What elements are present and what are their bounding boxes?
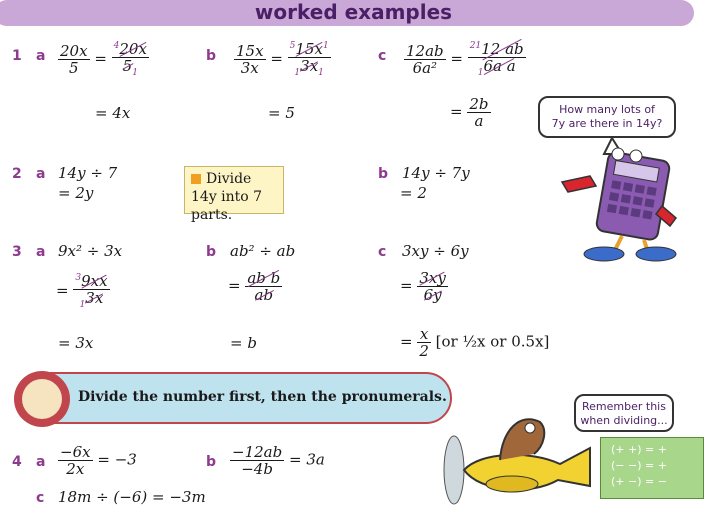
q3a-expression: 9x² ÷ 3x [58,242,123,260]
page-title: worked examples [254,0,453,24]
q3b-expression: ab² ÷ ab [230,242,296,260]
q3a-step: = $\frac{^39xx}{_13x}$ [56,272,108,310]
hint-box: Divide 14y into 7 parts. [184,166,284,214]
q1a-equation: $\frac{20x}{5}$ = $\frac{^420x}{5_1}$ [60,40,147,78]
calculator-speech-bubble: How many lots of 7y are there in 14y? [538,96,676,138]
part-label: b [378,166,389,182]
q3b-result: = b [230,334,257,352]
q4b-equation: $\frac{-12ab}{-4b}$ = 3a [232,443,325,478]
part-label: b [206,454,217,470]
part-label: b [206,48,217,64]
q2a-result: = 2y [58,184,94,202]
q3c-step: = $\frac{3xy}{6y}$ [400,269,446,304]
q4a-equation: $\frac{-6x}{2x}$ = −3 [60,443,137,478]
q4c-expression: 18m ÷ (−6) = −3m [58,488,206,506]
tip-text: Divide the number first, then the pronumerals. [78,389,447,405]
q1b-result: = 5 [268,104,295,122]
calculator-character-icon [552,136,702,264]
part-label: a [36,166,46,182]
part-label: a [36,454,46,470]
plane-character-icon [440,400,620,520]
ruler-icon [22,379,62,419]
q3b-step: = $\frac{\text{ab b}}{ab}$ [228,269,281,304]
part-label: a [36,244,46,260]
question-number: 2 [12,166,22,182]
part-label: a [36,48,46,64]
plane-speech-bubble: Remember this when dividing... [574,394,674,432]
question-number: 4 [12,454,22,470]
question-number: 3 [12,244,22,260]
q2a-expression: 14y ÷ 7 [58,164,118,182]
q2b-expression: 14y ÷ 7y [402,164,470,182]
sign-rules-tag: (+ +) = + (− −) = + (+ −) = − [600,437,704,499]
q2b-result: = 2 [400,184,427,202]
q1b-equation: $\frac{15x}{3x}$ = $\frac{^515x^1}{_13x_1}$ [236,40,329,78]
q3a-result: = 3x [58,334,94,352]
q3c-expression: 3xy ÷ 6y [402,242,469,260]
part-label: c [378,48,387,64]
part-label: c [36,490,45,506]
part-label: c [378,244,387,260]
q3c-result: = $\frac{x}{2}$ [or ½x or 0.5x] [400,325,550,360]
square-bullet-icon [191,174,201,184]
q1a-result: = 4x [95,104,131,122]
q1c-equation: $\frac{12ab}{\text{6a²}}$ = $\frac{^{21}12 ab}{_16a a}$ [406,40,524,78]
part-label: b [206,244,217,260]
q1c-result: = $\frac{2b}{a}$ [450,95,489,130]
question-number: 1 [12,48,22,64]
